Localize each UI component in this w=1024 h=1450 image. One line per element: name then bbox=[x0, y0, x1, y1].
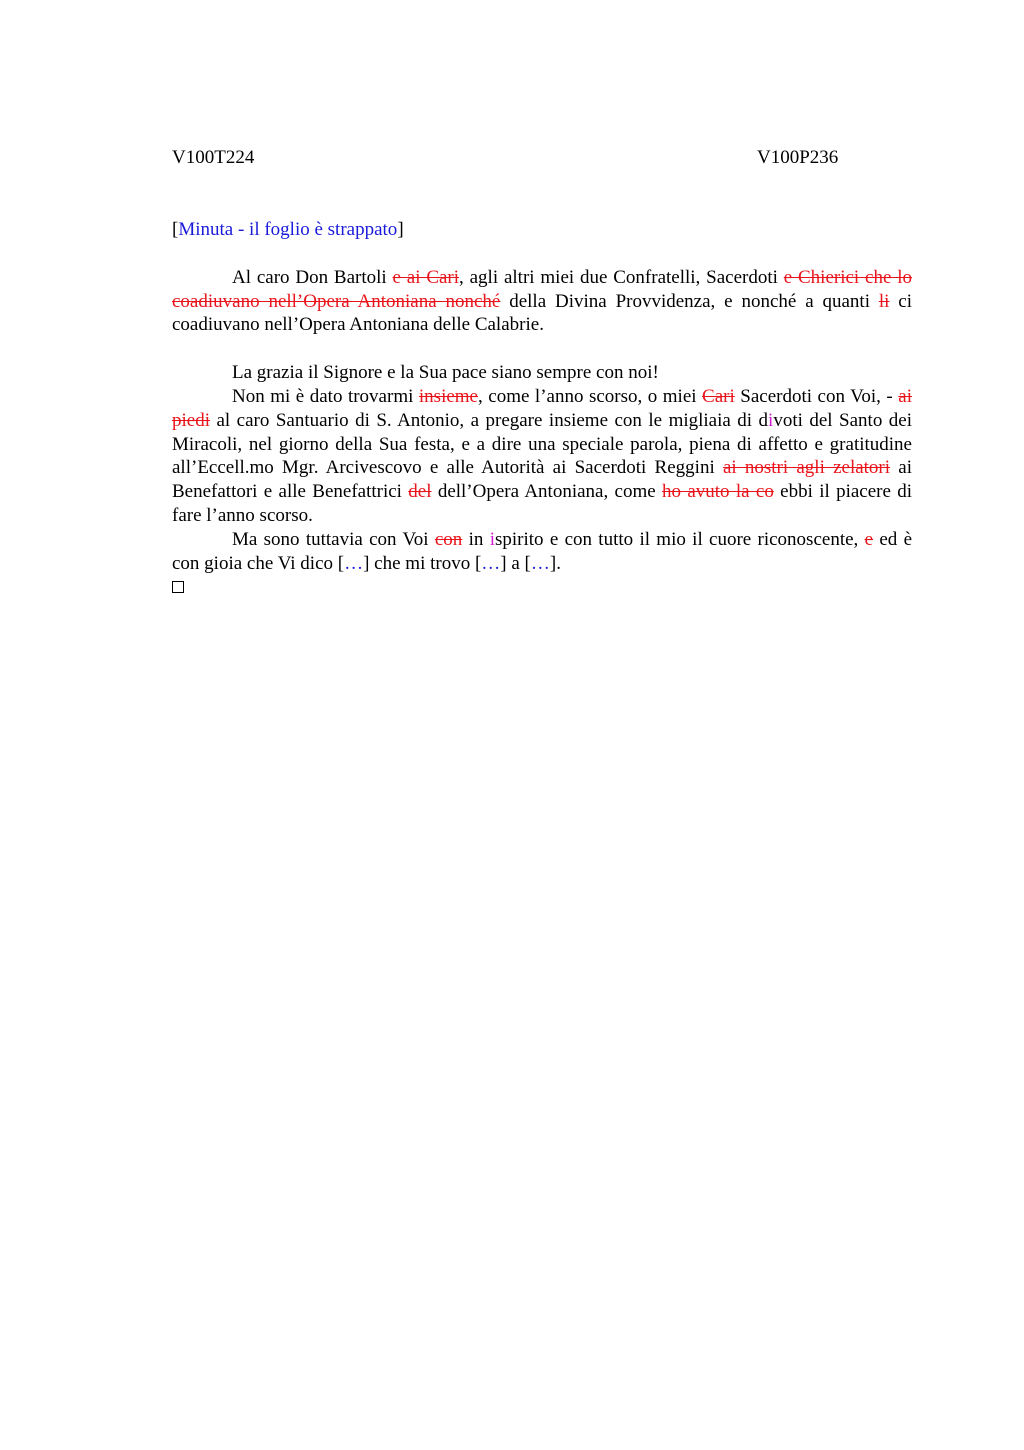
paragraph-greeting bbox=[172, 361, 912, 385]
paragraph-body-2 bbox=[172, 528, 912, 576]
text-run: ebbi il piacere di fare l’anno scorso. bbox=[172, 481, 913, 526]
text-run: , agli altri miei due Confratelli, Sacerdoti bbox=[459, 266, 784, 288]
deleted-text: e Chierici che lo coadiuvano nell’Opera Antoniana nonché bbox=[172, 266, 913, 312]
document-code-left: V100T224 bbox=[172, 147, 255, 168]
ellipsis-gap: … bbox=[481, 552, 501, 574]
text-run: ed è con gioia che Vi dico [ bbox=[172, 528, 913, 574]
text-run: ] che mi trovo [ bbox=[363, 552, 482, 574]
text-run: della Divina Provvidenza, e nonché a quanti bbox=[500, 290, 879, 312]
note-close-bracket: ] bbox=[397, 219, 404, 240]
inserted-letter: i bbox=[768, 409, 774, 431]
deleted-text: e bbox=[864, 528, 874, 550]
deleted-text: ho avuto la co bbox=[662, 481, 774, 503]
end-marker bbox=[172, 575, 912, 600]
empty-square-icon bbox=[172, 581, 184, 593]
deleted-text: ai piedi bbox=[172, 385, 912, 431]
text-run: ci coadiuvano nell’Opera Antoniana delle Calabrie. bbox=[172, 290, 912, 336]
document-page bbox=[172, 146, 912, 600]
text-run: ]. bbox=[549, 552, 561, 574]
text-run: ] a [ bbox=[500, 552, 531, 574]
note-text: Minuta - il foglio è strappato bbox=[178, 219, 398, 240]
text-run: Sacerdoti con Voi, - bbox=[734, 385, 899, 407]
text-run: voti del Santo dei Miracoli, nel giorno della Sua festa, e a dire una speciale parola, piena di affetto e gratitudine all’Eccell.mo Mgr. Arcivescovo e alle Autorità ai Sacerdoti Reggini bbox=[172, 409, 912, 479]
note-open-bracket: [ bbox=[172, 219, 179, 240]
text-run: Non mi è dato trovarmi bbox=[232, 385, 419, 407]
paragraph-address bbox=[172, 266, 912, 337]
text-run: dell’Opera Antoniana, come bbox=[431, 481, 663, 503]
header-row bbox=[172, 146, 912, 170]
paragraph-body-1 bbox=[172, 385, 912, 528]
editorial-note bbox=[172, 218, 912, 242]
text-run: spirito e con tutto il mio il cuore riconoscente, bbox=[494, 528, 865, 550]
text-run: Al caro Don Bartoli bbox=[232, 266, 393, 288]
deleted-text: li bbox=[878, 290, 890, 312]
deleted-text: con bbox=[434, 528, 463, 550]
deleted-text: insieme bbox=[418, 385, 478, 407]
ellipsis-gap: … bbox=[530, 552, 550, 574]
deleted-text: Cari bbox=[702, 385, 735, 407]
text-run: in bbox=[462, 528, 490, 550]
deleted-text: e ai Cari bbox=[392, 266, 460, 288]
deleted-text: ai nostri agli zelatori bbox=[722, 457, 891, 479]
text-run: ai Benefattori e alle Benefattrici bbox=[172, 457, 912, 503]
text-run: La grazia il Signore e la Sua pace siano sempre con noi! bbox=[232, 362, 659, 384]
inserted-letter: i bbox=[489, 528, 495, 550]
deleted-text: del bbox=[408, 481, 432, 503]
document-code-right: V100P236 bbox=[757, 147, 839, 168]
ellipsis-gap: … bbox=[344, 552, 364, 574]
text-run: , come l’anno scorso, o miei bbox=[478, 385, 703, 407]
text-run: Ma sono tuttavia con Voi bbox=[232, 528, 435, 550]
text-run: al caro Santuario di S. Antonio, a pregare insieme con le migliaia di d bbox=[210, 409, 769, 431]
